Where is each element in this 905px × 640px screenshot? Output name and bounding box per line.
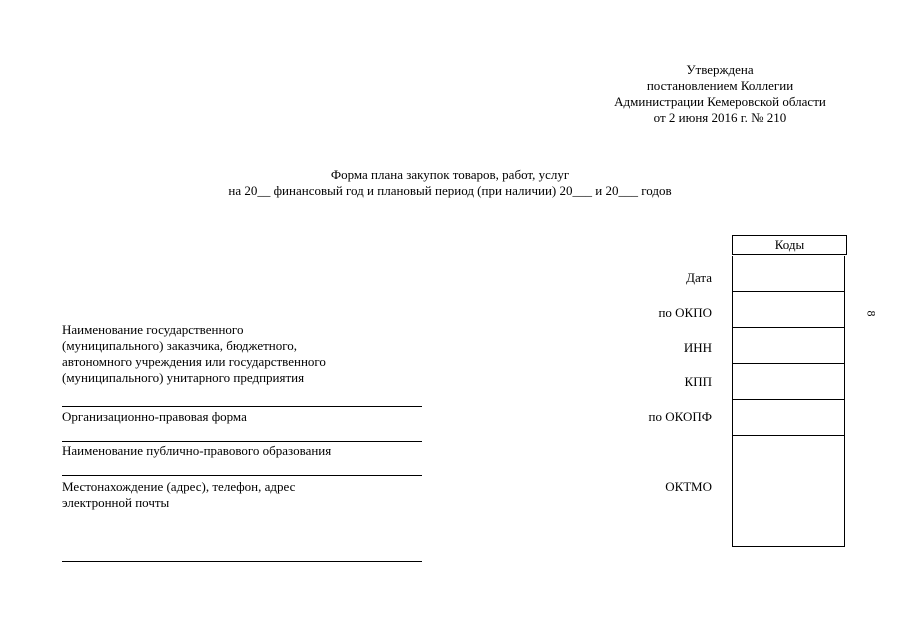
- form-title-line-1: Форма плана закупок товаров, работ, услуг: [330, 167, 570, 182]
- page-number: 8: [864, 310, 879, 317]
- code-label-oktmo: ОКТМО: [665, 479, 712, 494]
- location-line-2: электронной почты: [62, 495, 170, 510]
- code-cell-kpp[interactable]: [732, 364, 845, 400]
- customer-name-label: [62, 322, 326, 386]
- code-cell-okopf[interactable]: [732, 400, 845, 436]
- location-line-1: Местонахождение (адрес), телефон, адрес: [62, 479, 296, 494]
- form-title: [160, 167, 740, 199]
- approval-line-2: постановлением Коллегии: [646, 78, 794, 93]
- legal-form-field-line[interactable]: [62, 441, 422, 442]
- code-cell-date[interactable]: [732, 256, 845, 292]
- code-cell-oktmo[interactable]: [732, 436, 845, 547]
- customer-name-line-3: автономного учреждения или государственного: [62, 354, 326, 369]
- code-label-date: Дата: [686, 270, 712, 285]
- customer-name-field-line[interactable]: [62, 406, 422, 407]
- codes-header: Коды: [732, 235, 847, 255]
- public-entity-field-line[interactable]: [62, 475, 422, 476]
- approval-line-3: Администрации Кемеровской области: [614, 94, 826, 109]
- code-label-okpo: по ОКПО: [658, 305, 712, 320]
- form-title-line-2: на 20__ финансовый год и плановый период (при наличии) 20___ и 20___ годов: [228, 183, 672, 198]
- code-cell-inn[interactable]: [732, 328, 845, 364]
- customer-name-line-1: Наименование государственного: [62, 322, 244, 337]
- customer-name-line-4: (муниципального) унитарного предприятия: [62, 370, 305, 385]
- approval-line-4: от 2 июня 2016 г. № 210: [653, 110, 787, 125]
- legal-form-label: Организационно-правовая форма: [62, 409, 247, 424]
- code-label-okopf: по ОКОПФ: [648, 409, 712, 424]
- code-label-inn: ИНН: [683, 340, 712, 355]
- location-field-line[interactable]: [62, 561, 422, 562]
- customer-name-line-2: (муниципального) заказчика, бюджетного,: [62, 338, 297, 353]
- location-label: [62, 479, 295, 511]
- public-entity-label: Наименование публично-правового образования: [62, 443, 332, 458]
- approval-block: [582, 62, 858, 126]
- code-label-kpp: КПП: [684, 374, 712, 389]
- approval-line-1: Утверждена: [686, 62, 754, 77]
- code-cell-okpo[interactable]: [732, 292, 845, 328]
